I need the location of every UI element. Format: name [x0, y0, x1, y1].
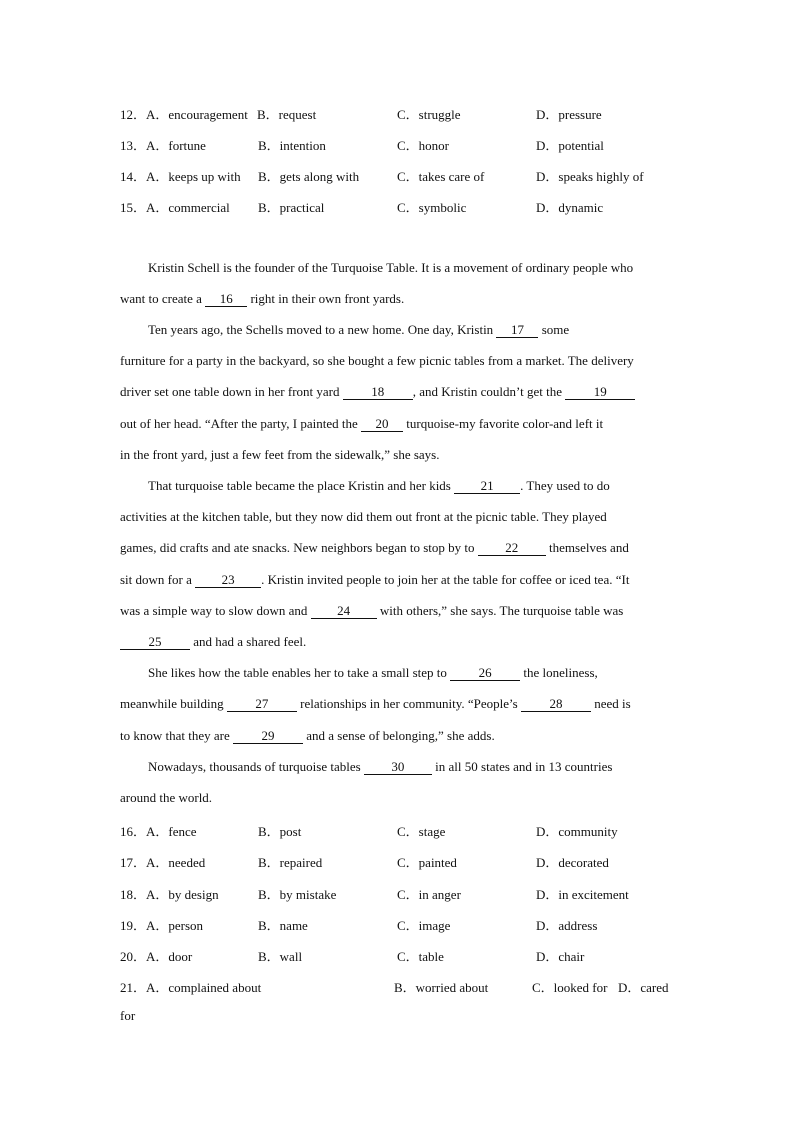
passage-text: sit down for a — [120, 572, 196, 587]
passage-line — [120, 572, 629, 590]
passage-text: right in their own front yards. — [247, 291, 405, 306]
blank-17[interactable]: 17 — [496, 323, 538, 338]
passage-text: need is — [590, 696, 631, 711]
blank-25[interactable]: 25 — [120, 635, 190, 650]
option-19-b[interactable]: B．name — [258, 918, 308, 933]
blank-27[interactable]: 27 — [227, 697, 297, 712]
option-18-b[interactable]: B．by mistake — [258, 887, 337, 902]
option-15-a[interactable] — [120, 197, 230, 216]
option-20-b[interactable]: B．wall — [258, 949, 303, 964]
option-12-b[interactable]: B．request — [257, 107, 317, 122]
passage-text: That turquoise table became the place Kristin and her kids — [148, 478, 455, 493]
passage-line — [148, 260, 633, 278]
passage-text: Ten years ago, the Schells moved to a new home. One day, Kristin — [148, 322, 497, 337]
question-18-options — [120, 884, 680, 902]
passage-text: She likes how the table enables her to take a small step to — [148, 665, 451, 680]
passage-line — [120, 696, 631, 714]
passage-line — [120, 447, 439, 465]
question-21-wrap — [120, 1008, 135, 1026]
option-13-b[interactable]: B．intention — [258, 138, 326, 153]
blank-23[interactable]: 23 — [195, 573, 261, 588]
blank-29[interactable]: 29 — [233, 729, 303, 744]
question-14-options — [120, 166, 680, 184]
question-21-options — [120, 977, 680, 995]
passage-text: out of her head. “After the party, I painted the — [120, 416, 362, 431]
question-16-options — [120, 821, 680, 839]
passage-text: Kristin Schell is the founder of the Turquoise Table. It is a movement of ordinary people who — [148, 260, 634, 275]
option-13-d[interactable]: D．potential — [536, 138, 604, 153]
option-18-c[interactable]: C．in anger — [397, 887, 461, 902]
option-12-d[interactable]: D．pressure — [536, 107, 602, 122]
question-17-options — [120, 852, 680, 870]
passage-text: themselves and — [545, 540, 629, 555]
option-17-b[interactable]: B．repaired — [258, 855, 323, 870]
option-13-a[interactable] — [120, 135, 206, 154]
passage-text: want to create a — [120, 291, 206, 306]
passage-text: driver set one table down in her front yard — [120, 384, 343, 399]
option-16-d[interactable]: D．community — [536, 824, 618, 839]
option-13-c[interactable]: C．honor — [397, 138, 450, 153]
option-18-d[interactable]: D．in excitement — [536, 887, 629, 902]
passage-line — [148, 759, 612, 777]
passage-line — [120, 416, 603, 434]
passage-text: Nowadays, thousands of turquoise tables — [148, 759, 364, 774]
question-13-options — [120, 135, 680, 153]
question-12-options — [120, 104, 680, 122]
question-number: 18． — [120, 887, 147, 902]
option-21-d[interactable]: D．cared — [618, 980, 669, 995]
blank-18[interactable]: 18 — [343, 385, 413, 400]
question-number: 17． — [120, 855, 147, 870]
option-20-c[interactable]: C．table — [397, 949, 444, 964]
passage-text: the loneliness, — [520, 665, 598, 680]
option-label: A．door — [146, 949, 193, 964]
passage-line — [120, 384, 635, 402]
passage-text: around the world. — [120, 790, 213, 805]
option-20-d[interactable]: D．chair — [536, 949, 585, 964]
option-17-c[interactable]: C．painted — [397, 855, 457, 870]
passage-text: to know that they are — [120, 728, 233, 743]
question-number: 12． — [120, 107, 147, 122]
option-12-c[interactable]: C．struggle — [397, 107, 461, 122]
passage-text: in the front yard, just a few feet from the sidewalk,” she says. — [120, 447, 440, 462]
option-label: A．fortune — [146, 138, 206, 153]
option-label: A．keeps up with — [146, 169, 241, 184]
blank-24[interactable]: 24 — [311, 604, 377, 619]
option-label: A．person — [146, 918, 204, 933]
question-number: 19． — [120, 918, 147, 933]
passage-text: , and Kristin couldn’t get the — [412, 384, 566, 399]
question-number: 13． — [120, 138, 147, 153]
option-19-d[interactable]: D．address — [536, 918, 598, 933]
blank-20[interactable]: 20 — [361, 417, 403, 432]
passage-text: turquoise-my favorite color-and left it — [403, 416, 604, 431]
option-16-a[interactable] — [120, 821, 197, 840]
option-15-d[interactable]: D．dynamic — [536, 200, 604, 215]
blank-21[interactable]: 21 — [454, 479, 520, 494]
passage-line — [120, 509, 607, 527]
passage-text: relationships in her community. “People’s — [296, 696, 521, 711]
passage-text: was a simple way to slow down and — [120, 603, 311, 618]
option-label: A．encouragement — [146, 107, 248, 122]
question-number: 20． — [120, 949, 147, 964]
passage-text: . Kristin invited people to join her at the table for coffee or iced tea. “It — [261, 572, 630, 587]
passage-text: games, did crafts and ate snacks. New neighbors began to stop by to — [120, 540, 478, 555]
option-20-a[interactable] — [120, 946, 192, 965]
option-label: A．complained about — [146, 980, 262, 995]
option-label: A．commercial — [146, 200, 230, 215]
option-14-b[interactable]: B．gets along with — [258, 169, 360, 184]
option-21-a[interactable] — [120, 977, 261, 996]
question-15-options — [120, 197, 680, 215]
option-21-b[interactable]: B．worried about — [394, 980, 489, 995]
option-14-d[interactable]: D．speaks highly of — [536, 169, 644, 184]
passage-line — [120, 634, 306, 652]
question-20-options — [120, 946, 680, 964]
question-number: 16． — [120, 824, 147, 839]
passage-line — [148, 322, 569, 340]
option-14-c[interactable]: C．takes care of — [397, 169, 485, 184]
passage-line — [120, 353, 634, 371]
question-number: 21． — [120, 980, 147, 995]
option-12-a[interactable] — [120, 104, 248, 123]
blank-22[interactable]: 22 — [478, 541, 546, 556]
option-label: A．fence — [146, 824, 197, 839]
option-19-a[interactable] — [120, 915, 203, 934]
passage-text: activities at the kitchen table, but they now did them out front at the picnic table. They played — [120, 509, 607, 524]
blank-26[interactable]: 26 — [450, 666, 520, 681]
passage-text: and a sense of belonging,” she adds. — [303, 728, 495, 743]
option-21-c[interactable]: C．looked for — [532, 980, 608, 995]
passage-line — [120, 790, 212, 808]
option-label: A．by design — [146, 887, 219, 902]
option-17-d[interactable]: D．decorated — [536, 855, 609, 870]
blank-19[interactable]: 19 — [565, 385, 635, 400]
option-16-b[interactable]: B．post — [258, 824, 302, 839]
passage-text: in all 50 states and in 13 countries — [431, 759, 613, 774]
passage-line — [120, 728, 495, 746]
option-14-a[interactable] — [120, 166, 241, 185]
option-15-b[interactable]: B．practical — [258, 200, 325, 215]
option-label: A．needed — [146, 855, 206, 870]
option-16-c[interactable]: C．stage — [397, 824, 446, 839]
passage-text: some — [538, 322, 570, 337]
passage-line — [120, 603, 623, 621]
question-number: 14． — [120, 169, 147, 184]
option-21-d-continued: for — [120, 1008, 136, 1023]
question-number: 15． — [120, 200, 147, 215]
blank-28[interactable]: 28 — [521, 697, 591, 712]
option-19-c[interactable]: C．image — [397, 918, 451, 933]
passage-line — [148, 478, 610, 496]
option-17-a[interactable] — [120, 852, 205, 871]
passage-text: furniture for a party in the backyard, so she bought a few picnic tables from a market. The delivery — [120, 353, 634, 368]
passage-text: . They used to do — [520, 478, 610, 493]
blank-16[interactable]: 16 — [205, 292, 247, 307]
question-19-options — [120, 915, 680, 933]
passage-line — [120, 540, 629, 558]
passage-line — [120, 291, 404, 309]
passage-text: meanwhile building — [120, 696, 227, 711]
blank-30[interactable]: 30 — [364, 760, 432, 775]
option-18-a[interactable] — [120, 884, 219, 903]
passage-text: and had a shared feel. — [190, 634, 307, 649]
option-15-c[interactable]: C．symbolic — [397, 200, 467, 215]
passage-line — [148, 665, 598, 683]
passage-text: with others,” she says. The turquoise table was — [376, 603, 624, 618]
